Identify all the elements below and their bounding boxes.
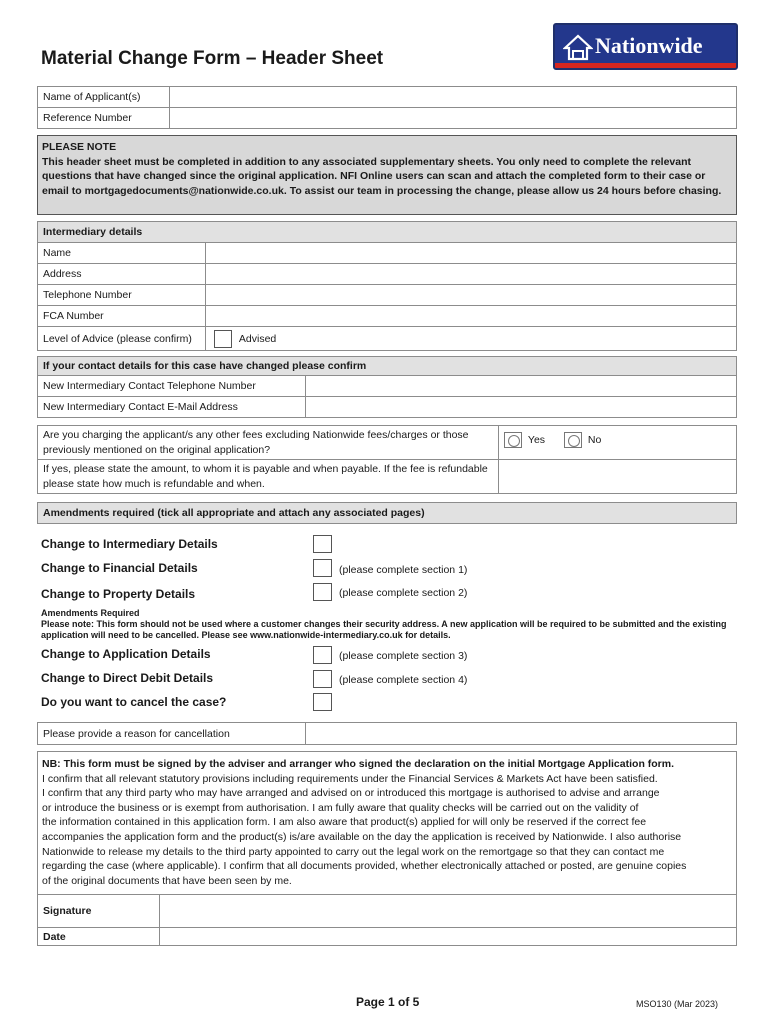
date-label: Date: [38, 928, 160, 946]
change-property-label: Change to Property Details: [41, 587, 196, 601]
intermediary-address-label: Address: [38, 264, 206, 285]
declaration-line: of the original documents that have been seen by me.: [42, 874, 292, 887]
date-field[interactable]: [160, 928, 737, 946]
change-property-checkbox[interactable]: [313, 583, 332, 601]
level-of-advice-cell: [206, 327, 737, 351]
yes-radio[interactable]: [504, 432, 522, 448]
signature-field[interactable]: [160, 895, 737, 928]
contact-table: [37, 356, 737, 418]
logo-text: Nationwide: [595, 33, 703, 58]
change-application-checkbox[interactable]: [313, 646, 332, 664]
form-code: MSO130 (Mar 2023): [636, 999, 719, 1009]
new-contact-email-label: New Intermediary Contact E-Mail Address: [38, 397, 306, 418]
logo-red-stripe: [555, 63, 736, 68]
declaration-box: [37, 751, 737, 895]
amendments-heading: Amendments required (tick all appropriate and attach any associated pages): [38, 503, 737, 524]
reference-number-field[interactable]: [170, 108, 737, 129]
amendments-sub-note: Please note: This form should not be used where a customer changes their security address. A new application will be required to be submitted and the existing application will need to be cancelled. Please see www.nationwide-intermediary.co.uk for details.: [41, 619, 727, 640]
fca-number-field[interactable]: [206, 306, 737, 327]
change-financial-label: Change to Financial Details: [41, 561, 198, 575]
change-intermediary-checkbox[interactable]: [313, 535, 332, 553]
declaration-line: I confirm that any third party who may have arranged and advised on or introduced this mortgage is authorised to advise and arrange: [42, 787, 660, 800]
level-of-advice-label: Level of Advice (please confirm): [38, 327, 206, 351]
declaration-heading: NB: This form must be signed by the adviser and arranger who signed the declaration on the initial Mortgage Application form.: [42, 758, 675, 770]
no-label: No: [587, 434, 602, 446]
fca-number-label: FCA Number: [38, 306, 206, 327]
signature-label: Signature: [38, 895, 160, 928]
change-direct-debit-label: Change to Direct Debit Details: [41, 671, 214, 685]
cancellation-reason-label: Please provide a reason for cancellation: [38, 723, 306, 745]
building-society-logo-icon: [563, 32, 593, 62]
declaration-line: or introduce the business or is exempt from authorisation. I am fully aware that quality checks will be carried out on the validity of: [42, 801, 639, 814]
applicant-table: [37, 86, 737, 129]
change-financial-note: (please complete section 1): [339, 564, 468, 576]
change-direct-debit-checkbox[interactable]: [313, 670, 332, 688]
new-contact-phone-label: New Intermediary Contact Telephone Number: [38, 376, 306, 397]
declaration-line: regarding the case (where applicable). I confirm that all documents provided, whether electronically attached or posted, are genuine copies: [42, 860, 687, 873]
applicant-name-label: Name of Applicant(s): [38, 87, 170, 108]
declaration-line: I confirm that all relevant statutory provisions including requirements under the Financial Services & Markets Act have been satisfied.: [42, 772, 658, 785]
advised-label: Advised: [238, 332, 277, 345]
change-application-note: (please complete section 3): [339, 650, 468, 662]
amendments-heading-table: [37, 502, 737, 524]
intermediary-heading: Intermediary details: [38, 222, 737, 243]
change-direct-debit-note: (please complete section 4): [339, 674, 468, 686]
declaration-line: Nationwide to release my details to the third party appointed to carry out the legal work on the remortgage so that they can contact me: [42, 845, 665, 858]
declaration-line: the information contained in this application form. I am also aware that product(s) applied for will only be reserved if the correct fee: [42, 816, 647, 829]
signature-table: [37, 894, 737, 946]
please-note-body: This header sheet must be completed in addition to any associated supplementary sheets. You only need to complete the relevant questions that have changed since the original application. NFI Online users can scan and attach the completed form to their case or email to mortgagedocuments@nationwide.co.uk. To assist our team in processing the change, please allow us 24 hours before chasing.: [42, 155, 722, 197]
advised-checkbox[interactable]: [214, 330, 232, 348]
change-property-note: (please complete section 2): [339, 587, 468, 599]
intermediary-table: [37, 221, 737, 351]
cancellation-table: [37, 722, 737, 745]
cancellation-reason-field[interactable]: [306, 723, 737, 745]
intermediary-name-field[interactable]: [206, 243, 737, 264]
fees-question: Are you charging the applicant/s any other fees excluding Nationwide fees/charges or those previously mentioned on the original application?: [38, 426, 499, 460]
contact-heading: If your contact details for this case have changed please confirm: [38, 357, 737, 376]
change-application-label: Change to Application Details: [41, 647, 211, 661]
intermediary-address-field[interactable]: [206, 264, 737, 285]
reference-number-label: Reference Number: [38, 108, 170, 129]
intermediary-telephone-field[interactable]: [206, 285, 737, 306]
fees-yes-no-cell: [499, 426, 737, 460]
fees-table: [37, 425, 737, 494]
cancel-case-label: Do you want to cancel the case?: [41, 695, 227, 709]
nationwide-logo: [553, 23, 738, 70]
intermediary-telephone-label: Telephone Number: [38, 285, 206, 306]
cancel-case-checkbox[interactable]: [313, 693, 332, 711]
fees-details-field[interactable]: [499, 460, 737, 494]
no-radio[interactable]: [564, 432, 582, 448]
yes-label: Yes: [527, 434, 546, 446]
fees-details-label: If yes, please state the amount, to whom it is payable and when payable. If the fee is refundable please state how much is refundable and when.: [38, 460, 499, 494]
new-contact-phone-field[interactable]: [306, 376, 737, 397]
intermediary-name-label: Name: [38, 243, 206, 264]
change-financial-checkbox[interactable]: [313, 559, 332, 577]
amendments-sub-heading: Amendments Required: [41, 608, 140, 618]
page-title: Material Change Form – Header Sheet: [41, 48, 384, 69]
declaration-line: accompanies the application form and the product(s) is/are available on the day the application is received by Nationwide. I also authorise: [42, 830, 682, 843]
new-contact-email-field[interactable]: [306, 397, 737, 418]
please-note-box: [37, 135, 737, 215]
page-number: Page 1 of 5: [356, 995, 420, 1009]
please-note-heading: PLEASE NOTE: [42, 141, 117, 153]
applicant-name-field[interactable]: [170, 87, 737, 108]
change-intermediary-label: Change to Intermediary Details: [41, 537, 218, 551]
